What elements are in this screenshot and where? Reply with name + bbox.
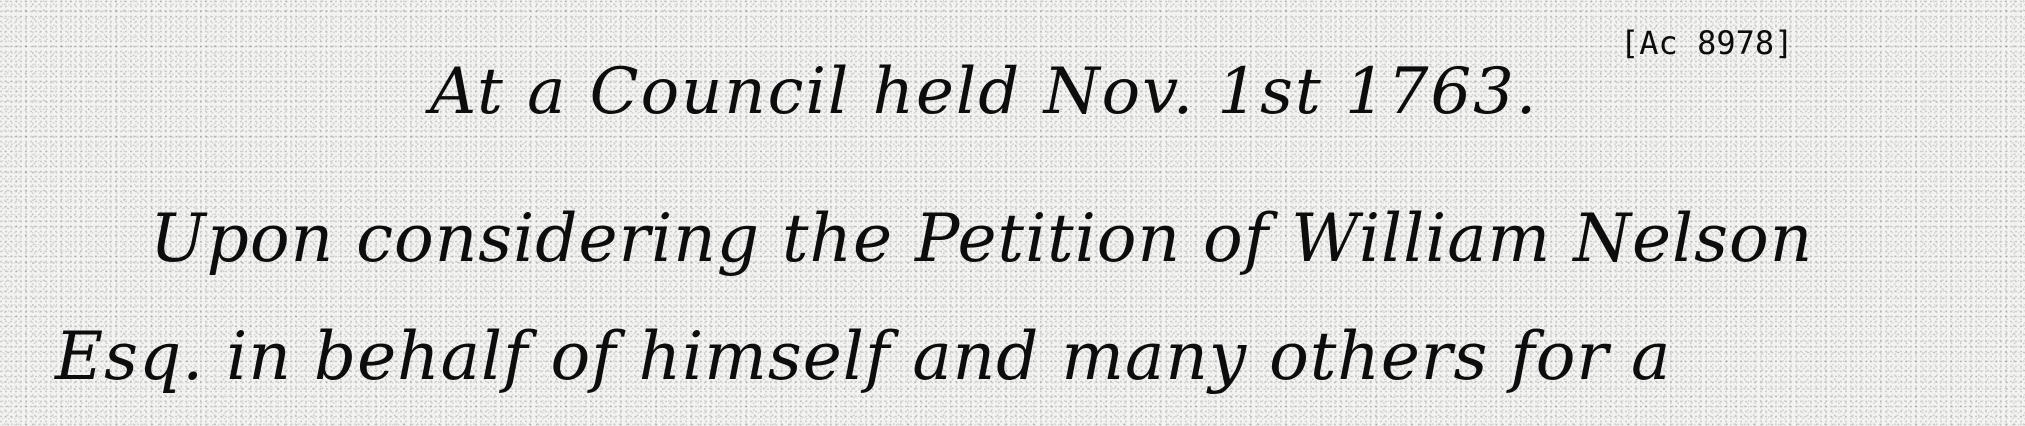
manuscript-line: Upon considering the Petition of William Nelson xyxy=(150,200,1814,277)
catalog-number: [Ac 8978] xyxy=(1620,24,1794,62)
council-heading: At a Council held Nov. 1st 1763. xyxy=(430,55,1539,129)
manuscript-line: Esq. in behalf of himself and many others for a xyxy=(55,318,1672,395)
